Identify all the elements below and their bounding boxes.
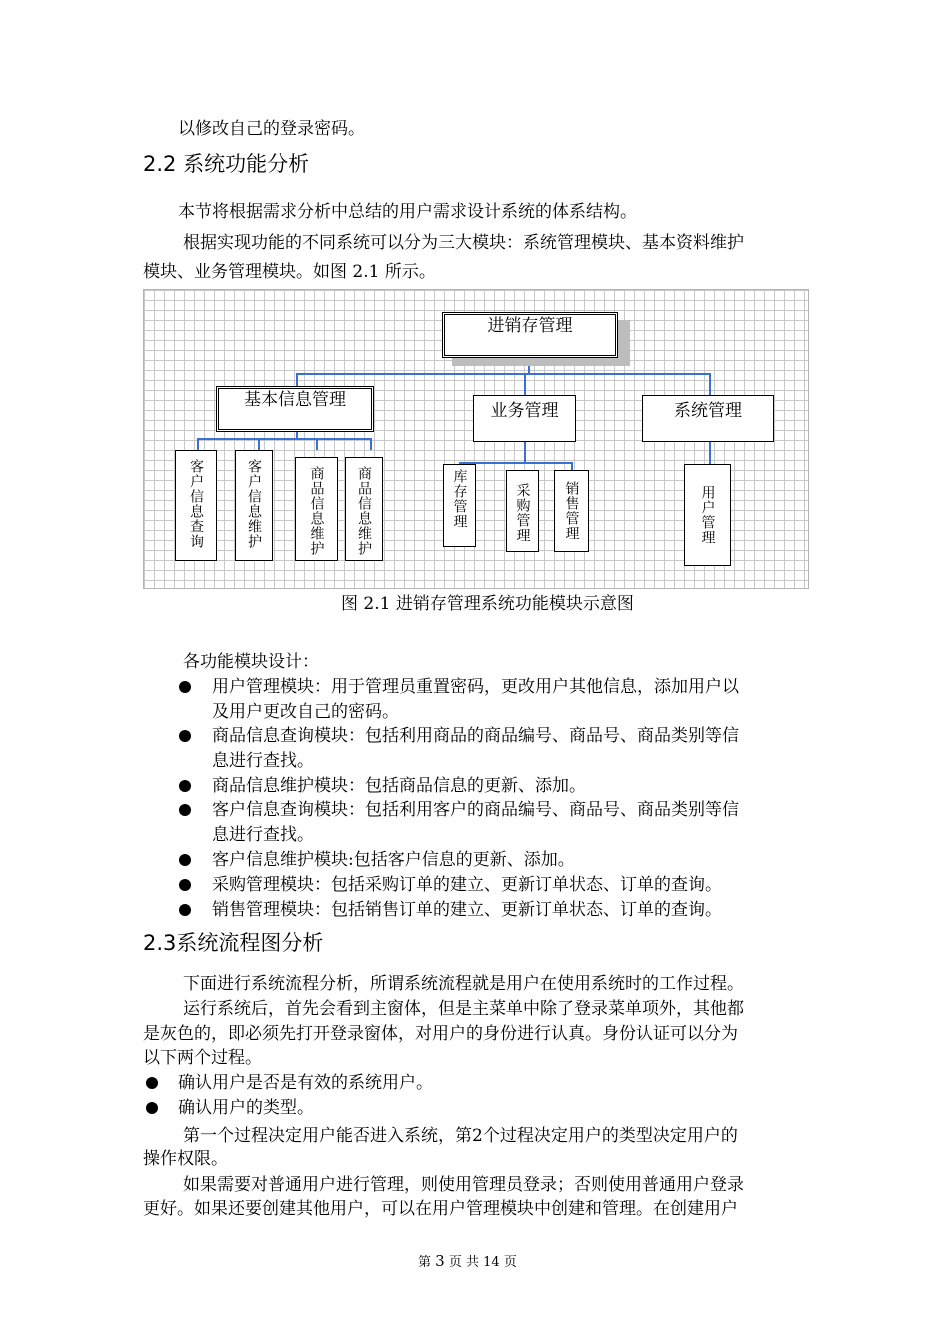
connector-line	[370, 438, 372, 450]
connector-line	[197, 438, 199, 450]
paragraph-text: 下面进行系统流程分析，所谓系统流程就是用户在使用系统时的工作过程。	[183, 974, 744, 994]
footer-prefix: 第	[418, 1255, 432, 1270]
bullet-icon	[179, 730, 191, 742]
diagram-node-basic-info: 基本信息管理	[216, 386, 374, 432]
connector-line	[524, 442, 526, 464]
paragraph-text: 操作权限。	[143, 1149, 228, 1169]
diagram-node-purchase: 采购管理	[506, 470, 539, 552]
footer-mid: 页 共	[448, 1255, 479, 1270]
bullet-icon	[179, 780, 191, 792]
diagram-node-inventory: 库存管理	[443, 464, 476, 547]
diagram-node-product-maintain: 商品信息维护	[295, 457, 338, 561]
diagram-node-sales: 销售管理	[554, 470, 589, 552]
list-item-continued: 息进行查找。	[212, 825, 314, 845]
bullet-icon	[179, 681, 191, 693]
section-heading: 2.2 系统功能分析	[143, 152, 310, 176]
module-diagram	[143, 289, 809, 589]
bullet-icon	[179, 904, 191, 916]
bullet-icon	[146, 1102, 158, 1114]
list-item: 商品信息查询模块：包括利用商品的商品编号、商品号、商品类别等信	[212, 726, 739, 746]
diagram-node-user-mgmt: 用户管理	[684, 464, 731, 566]
list-item: 确认用户的类型。	[178, 1098, 314, 1118]
connector-line	[524, 373, 526, 395]
diagram-node-customer-query: 客户信息查询	[175, 450, 217, 561]
paragraph-text: 以修改自己的登录密码。	[178, 119, 365, 139]
list-item-continued: 息进行查找。	[212, 751, 314, 771]
connector-line	[296, 432, 298, 440]
connector-line	[571, 462, 573, 470]
diagram-node-root: 进销存管理	[442, 312, 618, 358]
paragraph-text: 模块、业务管理模块。如图 2.1 所示。	[143, 262, 436, 282]
footer-total-pages: 14	[483, 1255, 500, 1270]
paragraph-text: 根据实现功能的不同系统可以分为三大模块：系统管理模块、基本资料维护	[183, 233, 744, 253]
list-item: 销售管理模块：包括销售订单的建立、更新订单状态、订单的查询。	[212, 900, 722, 920]
paragraph-text: 如果需要对普通用户进行管理，则使用管理员登录；否则使用普通用户登录	[183, 1175, 744, 1195]
paragraph-text: 以下两个过程。	[143, 1048, 262, 1068]
connector-line	[258, 438, 260, 450]
bullet-icon	[179, 804, 191, 816]
diagram-node-customer-maintain: 客户信息维护	[235, 450, 273, 561]
paragraph-text: 第一个过程决定用户能否进入系统，第2个过程决定用户的类型决定用户的	[183, 1126, 738, 1146]
paragraph-text: 运行系统后，首先会看到主窗体，但是主菜单中除了登录菜单项外，其他都	[183, 999, 744, 1019]
list-item: 采购管理模块：包括采购订单的建立、更新订单状态、订单的查询。	[212, 875, 722, 895]
bullet-icon	[179, 854, 191, 866]
diagram-node-product-maintain-2: 商品信息维护	[345, 457, 383, 561]
list-item: 客户信息维护模块:包括客户信息的更新、添加。	[212, 850, 575, 870]
list-item: 确认用户是否是有效的系统用户。	[178, 1073, 433, 1093]
section-heading: 2.3系统流程图分析	[143, 931, 324, 955]
diagram-node-system: 系统管理	[642, 395, 774, 442]
connector-line	[316, 438, 318, 450]
list-item: 商品信息维护模块：包括商品信息的更新、添加。	[212, 776, 586, 796]
figure-caption: 图 2.1 进销存管理系统功能模块示意图	[341, 594, 634, 614]
connector-line	[459, 462, 573, 464]
list-item: 客户信息查询模块：包括利用客户的商品编号、商品号、商品类别等信	[212, 800, 739, 820]
paragraph-text: 更好。如果还要创建其他用户，可以在用户管理模块中创建和管理。在创建用户	[143, 1199, 738, 1219]
paragraph-text: 本节将根据需求分析中总结的用户需求设计系统的体系结构。	[178, 202, 637, 222]
diagram-node-business: 业务管理	[473, 395, 576, 442]
connector-line	[296, 373, 298, 387]
connector-line	[197, 438, 372, 440]
bullet-icon	[179, 879, 191, 891]
connector-line	[709, 373, 711, 395]
paragraph-text: 是灰色的，即必须先打开登录窗体，对用户的身份进行认真。身份认证可以分为	[143, 1024, 738, 1044]
page-footer	[418, 1252, 517, 1272]
list-item-continued: 及用户更改自己的密码。	[212, 702, 399, 722]
bullet-icon	[146, 1077, 158, 1089]
footer-page-number: 3	[435, 1252, 445, 1270]
paragraph-text: 各功能模块设计：	[183, 652, 319, 672]
connector-line	[709, 442, 711, 464]
list-item: 用户管理模块：用于管理员重置密码，更改用户其他信息，添加用户以	[212, 677, 739, 697]
footer-suffix: 页	[503, 1255, 517, 1270]
connector-line	[296, 373, 710, 375]
